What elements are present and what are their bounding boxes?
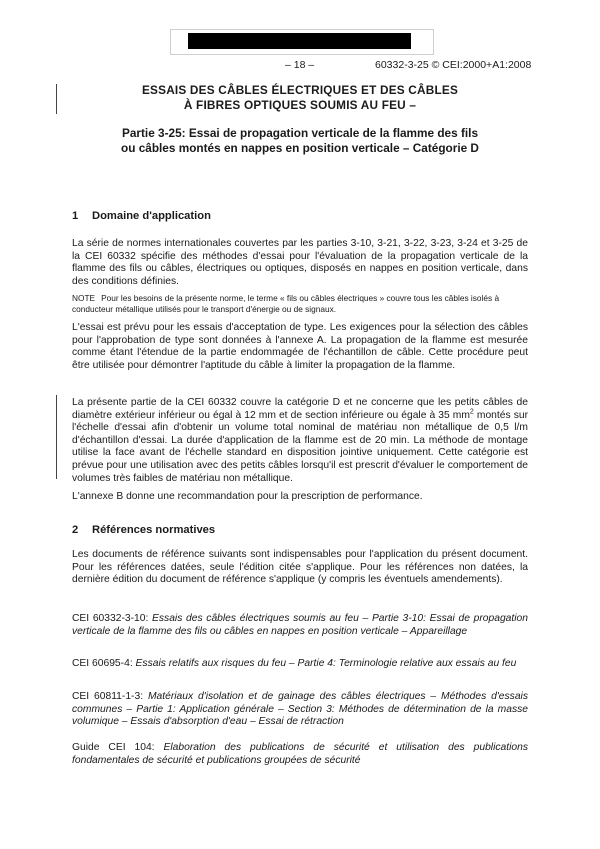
section-2-heading — [72, 524, 215, 536]
reference-title: Essais des câbles électriques soumis au feu – Partie 3-10: Essai de propagation verticale de la flamme des fils ou câbles en nappes en position verticale – Appareillage — [72, 613, 528, 637]
reference-item — [72, 658, 528, 671]
standard-reference: 60332-3-25 © CEI:2000+A1:2008 — [375, 59, 532, 71]
section-title: Références normatives — [92, 524, 216, 536]
note-text: Pour les besoins de la présente norme, le terme « fils ou câbles électriques » couvre tous les câbles isolés à conducteur métallique utilisés pour le transport d'énergie ou de signaux. — [72, 293, 500, 314]
reference-item — [72, 742, 528, 767]
section-number: 1 — [72, 210, 79, 222]
section-1-heading — [72, 210, 211, 222]
section-title: Domaine d'application — [92, 210, 211, 222]
scope-paragraph-3-end: montés sur l'échelle d'essai afin d'obtenir un volume total nominal de matériau non métallique de 0,5 l/m d'échantillon d'essai. La durée d'application de la flamme est de 20 min. La méthode de montage utilise la face avant de l'échelle standard en disposition jointive uniquement. Cette catégorie est prévue pour une utilisation avec des petits câbles lorsqu'il est prescrit d'évaluer le comportement de volumes très faibles de matériau non métallique. — [72, 409, 528, 484]
scope-paragraph-1: La série de normes internationales couvertes par les parties 3-10, 3-21, 3-22, 3-23, 3-24 et 3-25 de la CEI 60332 spécifie des méthodes d'essai pour l'évaluation de la propagation verticale de la flamme des fils ou câbles, électriques ou optiques, disposés en nappes en position verticale, dans des conditions définies. — [72, 238, 528, 287]
reference-item — [72, 613, 528, 638]
scope-paragraph-3 — [72, 397, 528, 485]
change-bar — [56, 395, 57, 479]
note — [72, 293, 528, 315]
reference-code: CEI 60811-1-3: — [72, 691, 148, 702]
scope-paragraph-3-start: La présente partie de la CEI 60332 couvre la catégorie D et ne concerne que les petits câbles de diamètre extérieur inférieur ou égal à 12 mm et de section inférieure ou égale à 35 mm — [72, 397, 528, 421]
references-intro: Les documents de référence suivants sont indispensables pour l'application du présent document. Pour les références datées, seule l'édition citée s'applique. Pour les références non datées, la dernière édition du document de référence s'applique (y compris les éventuels amendements). — [72, 549, 528, 586]
part-title — [72, 126, 528, 156]
reference-item — [72, 691, 528, 729]
reference-title: Matériaux d'isolation et de gainage des câbles électriques – Méthodes d'essais communes – Partie 1: Application générale – Section 3: Méthodes de détermination de la masse volumique – Essais d'absorption d'eau – Essai de rétraction — [72, 691, 528, 728]
change-bar — [56, 84, 57, 114]
document-title — [72, 83, 528, 113]
superscript: 2 — [469, 408, 474, 416]
reference-code: Guide CEI 104: — [72, 742, 164, 753]
section-number: 2 — [72, 524, 79, 536]
scope-paragraph-4: L'annexe B donne une recommandation pour la prescription de performance. — [72, 491, 423, 502]
title-line-1: ESSAIS DES CÂBLES ÉLECTRIQUES ET DES CÂBLES — [141, 83, 459, 97]
part-title-line-2: ou câbles montés en nappes en position verticale – Catégorie D — [121, 141, 479, 155]
part-title-line-1: Partie 3-25: Essai de propagation verticale de la flamme des fils — [121, 126, 478, 140]
redaction-bar — [188, 33, 411, 49]
note-label: NOTE — [72, 293, 96, 303]
reference-title: Essais relatifs aux risques du feu – Partie 4: Terminologie relative aux essais au feu — [135, 658, 517, 669]
reference-code: CEI 60695-4: — [72, 658, 136, 669]
reference-title: Elaboration des publications de sécurité et utilisation des publications fondamentales de sécurité et publications groupées de sécurité — [72, 742, 529, 766]
page-number: – 18 – — [285, 59, 315, 71]
scope-paragraph-2: L'essai est prévu pour les essais d'acceptation de type. Les exigences pour la sélection des câbles pour l'approbation de type sont données à l'annexe A. La propagation de la flamme est mesurée comme étant l'étendue de la partie endommagée de l'échantillon de câble. Cette procédure peut être utilisée pour démontrer l'aptitude du câble à limiter la propagation de la flamme. — [72, 322, 528, 371]
reference-code: CEI 60332-3-10: — [72, 613, 153, 624]
title-line-2: À FIBRES OPTIQUES SOUMIS AU FEU – — [183, 98, 417, 112]
